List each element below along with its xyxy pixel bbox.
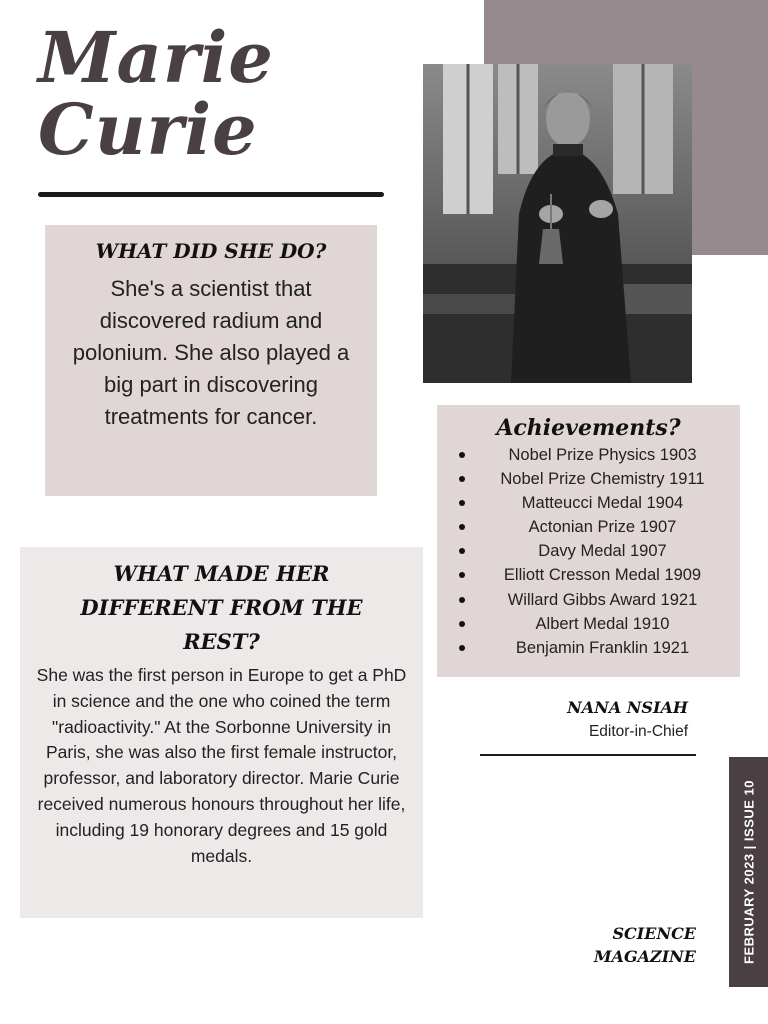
magazine-name [560, 922, 696, 968]
title-divider [38, 192, 384, 197]
what-did-she-do-body: She's a scientist that discovered radium and polonium. She also played a big part in discovering treatments for cancer. [72, 276, 350, 429]
achievement-item [453, 467, 730, 491]
bullet-icon [459, 572, 465, 578]
issue-label: FEBRUARY 2023 | ISSUE 10 [741, 780, 756, 964]
achievement-label: Nobel Prize Chemistry 1911 [500, 470, 705, 489]
achievement-item [453, 443, 730, 467]
what-did-she-do-heading: WHAT DID SHE DO? [95, 239, 327, 263]
achievements-list [437, 443, 740, 660]
editor-role: Editor-in-Chief [588, 723, 688, 740]
achievement-item [453, 539, 730, 563]
bullet-icon [459, 476, 465, 482]
bullet-icon [459, 524, 465, 530]
bullet-icon [459, 452, 465, 458]
title-line-1: Marie [38, 16, 274, 99]
what-made-her-different-box [20, 547, 423, 918]
magazine-name-line-1: SCIENCE [612, 924, 696, 943]
achievement-label: Willard Gibbs Award 1921 [507, 590, 698, 609]
what-did-she-do-box [45, 225, 377, 496]
achievement-item [453, 491, 730, 515]
achievement-label: Benjamin Franklin 1921 [515, 638, 690, 657]
achievements-heading: Achievements? [496, 415, 681, 441]
issue-sidebar [729, 757, 768, 987]
what-made-her-different-body: She was the first person in Europe to get a PhD in science and the one who coined the term "radioactivity." At the Sorbonne University in Paris, she was also the first female instructor, professor, and laboratory director. Marie Curie received numerous honours throughout her life, including 19 honorary degrees and 15 gold medals. [36, 665, 407, 866]
magazine-name-line-2: MAGAZINE [593, 947, 696, 966]
achievement-label: Elliott Cresson Medal 1909 [503, 566, 702, 585]
achievement-label: Nobel Prize Physics 1903 [508, 446, 697, 464]
achievement-label: Actonian Prize 1907 [528, 518, 677, 537]
achievement-item [453, 612, 730, 636]
editor-divider [480, 754, 696, 756]
editor-name: NANA NSIAH [567, 698, 688, 717]
bullet-icon [459, 597, 465, 603]
bullet-icon [459, 645, 465, 651]
title-line-2: Curie [38, 88, 258, 171]
achievements-box [437, 405, 740, 677]
bullet-icon [459, 500, 465, 506]
page-title [38, 16, 274, 171]
achievement-item [453, 588, 730, 612]
portrait-illustration [423, 64, 692, 383]
achievement-label: Matteucci Medal 1904 [521, 494, 684, 513]
bullet-icon [459, 621, 465, 627]
what-made-her-different-heading: WHAT MADE HER DIFFERENT FROM THE REST? [80, 561, 363, 654]
achievement-label: Albert Medal 1910 [535, 614, 670, 633]
achievement-item [453, 636, 730, 660]
bullet-icon [459, 548, 465, 554]
achievement-label: Davy Medal 1907 [538, 542, 667, 561]
achievement-item [453, 563, 730, 587]
portrait-photo [423, 64, 692, 383]
achievement-item [453, 515, 730, 539]
